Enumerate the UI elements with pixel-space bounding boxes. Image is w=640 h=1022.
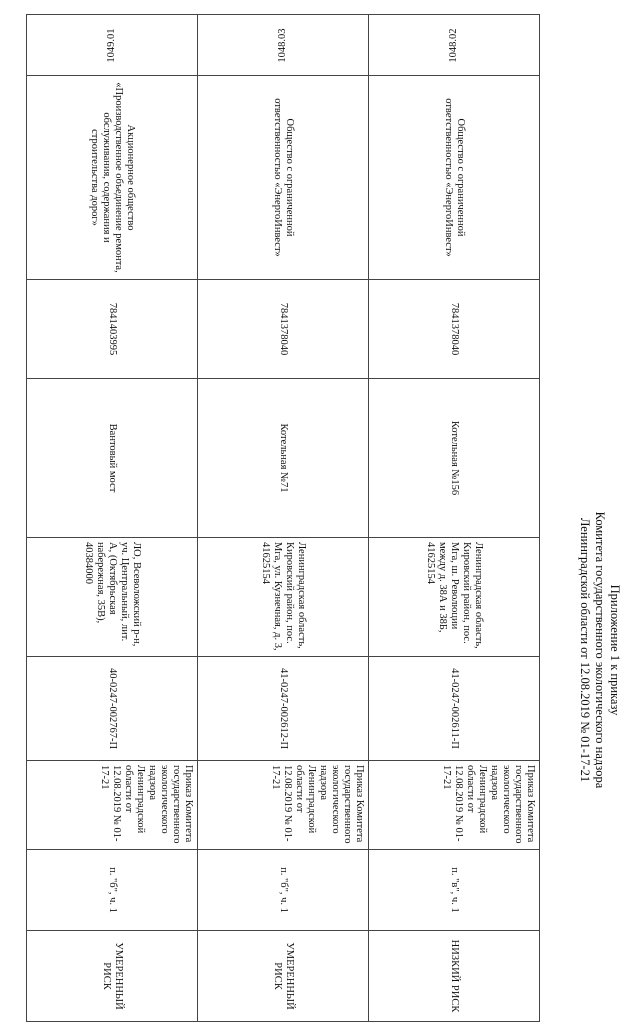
object-name: Вантовый мост [27, 379, 198, 538]
address: Ленинградская область, Кировский район, пос. Мга, ул. Кузнечная, д. 3, 41625154 [198, 538, 369, 657]
table-row [198, 15, 369, 1022]
criterion-point: п. "в", ч. 1 [369, 850, 540, 931]
table-row [27, 15, 198, 1022]
organization: Акционерное общество «Производственное объединение ремонта, обслуживания, содержания и строительства дорог» [27, 76, 198, 280]
header-line-1: Приложение 1 к приказу [608, 584, 622, 716]
inn: 7841403995 [27, 280, 198, 379]
risk-category: УМЕРЕННЫЙ РИСК [27, 931, 198, 1022]
header-line-3: Ленинградской области от 12.08.2019 № 01-17-21 [578, 517, 592, 783]
organization: Общество с ограниченной ответственностью «ЭнергоИнвест» [369, 76, 540, 280]
header-line-2: Комитета государственного экологического надзора [593, 511, 607, 789]
row-number: 1048.02 [369, 15, 540, 76]
object-code: 40-0247-002767-П [27, 657, 198, 761]
risk-category: НИЗКИЙ РИСК [369, 931, 540, 1022]
row-number: 1048.03 [198, 15, 369, 76]
inn: 7841378040 [369, 280, 540, 379]
table-row [369, 15, 540, 1022]
row-number: 1049.01 [27, 15, 198, 76]
object-code: 41-0247-002611-П [369, 657, 540, 761]
inn: 7841378040 [198, 280, 369, 379]
legal-act: Приказ Комитета государственного экологического надзора Ленинградской области от 12.08.2019 № 01-17-21 [27, 761, 198, 850]
criterion-point: п. "б", ч. 1 [27, 850, 198, 931]
object-code: 41-0247-002612-П [198, 657, 369, 761]
document-header [577, 420, 622, 880]
risk-category: УМЕРЕННЫЙ РИСК [198, 931, 369, 1022]
criterion-point: п. "б", ч. 1 [198, 850, 369, 931]
address: ЛО, Всеволожский р-н, уч. Центральный, лит. А, (Октябрьская набережная, 35В), 40384000 [27, 538, 198, 657]
legal-act: Приказ Комитета государственного экологического надзора Ленинградской области от 12.08.2019 № 01-17-21 [369, 761, 540, 850]
registry-table [26, 14, 540, 1022]
organization: Общество с ограниченной ответственностью «ЭнергоИнвест» [198, 76, 369, 280]
object-name: Котельная №71 [198, 379, 369, 538]
address: Ленинградская область, Кировский район, пос. Мга, ш. Революции между д. 38А и 38Б, 41625154 [369, 538, 540, 657]
object-name: Котельная №156 [369, 379, 540, 538]
legal-act: Приказ Комитета государственного экологического надзора Ленинградской области от 12.08.2019 № 01-17-21 [198, 761, 369, 850]
